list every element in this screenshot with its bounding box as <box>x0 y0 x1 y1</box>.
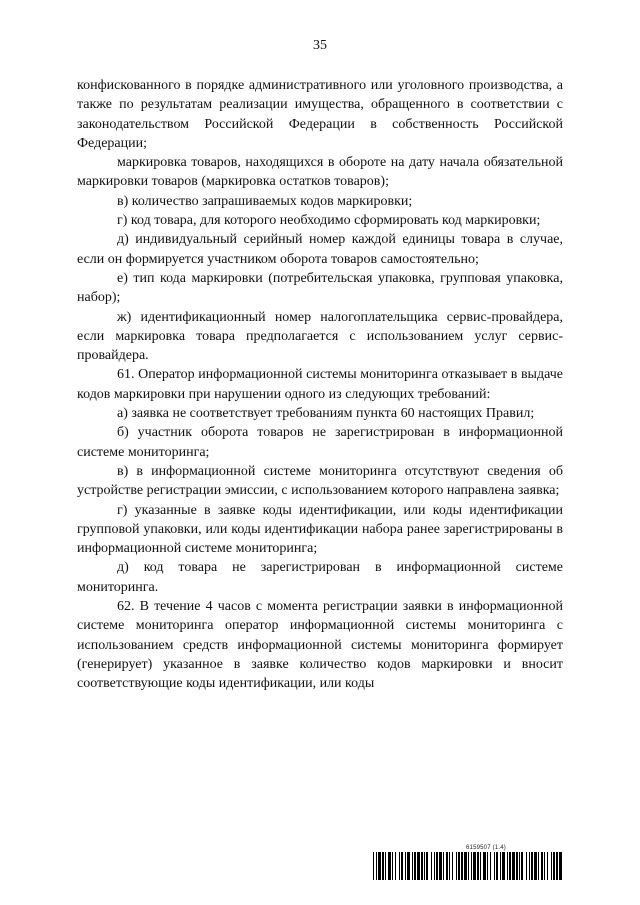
barcode-bar <box>407 852 410 880</box>
barcode-bar <box>385 852 386 880</box>
barcode-bar <box>434 852 435 880</box>
barcode-bar <box>452 852 453 880</box>
barcode-bar <box>487 852 488 880</box>
barcode-bar <box>431 852 432 880</box>
barcode-bar <box>531 852 533 880</box>
barcode-bar <box>473 852 476 880</box>
barcode-bar <box>502 852 505 880</box>
barcode-bar <box>534 852 537 880</box>
barcode-bar <box>414 852 416 880</box>
barcode-bar <box>382 852 384 880</box>
barcode-bar <box>446 852 448 880</box>
barcode-bar <box>464 852 467 880</box>
barcode-bar <box>395 852 396 880</box>
barcode-bar <box>436 852 438 880</box>
barcode-bar <box>426 852 428 880</box>
barcode-bar <box>507 852 508 880</box>
barcode-bar <box>471 852 472 880</box>
barcode-bar <box>547 852 548 880</box>
barcode-bar <box>412 852 413 880</box>
barcode-bar <box>516 852 518 880</box>
barcode-bar <box>439 852 442 880</box>
barcode-bar <box>399 852 400 880</box>
barcode-bar <box>538 852 539 880</box>
barcode-bar <box>417 852 420 880</box>
barcode-bar <box>401 852 403 880</box>
barcode-bar <box>500 852 501 880</box>
barcode-bar <box>480 852 481 880</box>
barcode-bar <box>461 852 463 880</box>
paragraph: 61. Оператор информационной системы мониторинга отказывает в выдаче кодов маркировки при нарушении одного из следующих требований: <box>77 367 563 402</box>
barcode-icon <box>373 852 563 880</box>
paragraph: д) индивидуальный серийный номер каждой единицы товара в случае, если он формируется участником оборота товаров самостоятельно; <box>77 232 563 267</box>
barcode-bar <box>512 852 515 880</box>
barcode-bar <box>544 852 545 880</box>
barcode-bar <box>405 852 406 880</box>
barcode-bar <box>553 852 555 880</box>
barcode-bar <box>456 852 457 880</box>
barcode-bar <box>443 852 444 880</box>
paragraph: ж) идентификационный номер налогоплательщика сервис-провайдера, если маркировка товара предполагается с использованием услуг сервис-провайдера. <box>77 309 563 364</box>
barcode-bar <box>468 852 469 880</box>
paragraph: г) код товара, для которого необходимо сформировать код маркировки; <box>117 213 541 229</box>
barcode-bar <box>392 852 393 880</box>
barcode-bar <box>509 852 511 880</box>
barcode-bar <box>483 852 486 880</box>
barcode-bar <box>529 852 530 880</box>
barcode-bar <box>541 852 543 880</box>
barcode-bar <box>494 852 495 880</box>
paragraph: в) количество запрашиваемых кодов маркировки; <box>117 193 413 209</box>
paragraph: а) заявка не соответствует требованиям пункта 60 настоящих Правил; <box>117 406 535 422</box>
document-body <box>77 76 563 694</box>
barcode-bar <box>559 852 562 880</box>
page-number: 35 <box>313 38 327 53</box>
barcode-bar <box>477 852 479 880</box>
barcode-bar <box>458 852 460 880</box>
paragraph: д) код товара не зарегистрирован в информационной системе мониторинга. <box>77 560 563 595</box>
barcode-bar <box>526 852 527 880</box>
paragraph: г) указанные в заявке коды идентификации, или коды идентификации групповой упаковки, или коды идентификации набора ранее зарегистрированы в информационной системе мониторинга; <box>77 502 563 557</box>
barcode-bar <box>424 852 425 880</box>
paragraph: б) участник оборота товаров не зарегистрирован в информационной системе мониторинга; <box>77 425 563 460</box>
paragraph: конфискованного в порядке административного или уголовного производства, а также по результатам реализации имущества, обращенного в соответствии с законодательством Российской Федерации в собственность Российской Федерации; <box>77 78 563 151</box>
barcode-bar <box>551 852 552 880</box>
barcode-bar <box>376 852 377 880</box>
barcode-bar <box>556 852 558 880</box>
barcode-bar <box>421 852 423 880</box>
barcode-bar <box>449 852 450 880</box>
barcode-bar <box>496 852 498 880</box>
paragraph: е) тип кода маркировки (потребительская упаковка, групповая упаковка, набор); <box>77 270 563 306</box>
barcode-bar <box>521 852 523 880</box>
paragraph: в) в информационной системе мониторинга отсутствуют сведения об устройстве регистрации эмиссии, с использованием которого направлена заявка; <box>77 463 563 499</box>
paragraph: маркировка товаров, находящихся в обороте на дату начала обязательной маркировки товаров (маркировка остатков товаров); <box>77 155 563 190</box>
paragraph: 62. В течение 4 часов с момента регистрации заявки в информационной системе мониторинга оператор информационной системы мониторинга с использованием средств информационной системы мониторинга формирует (генерирует) указанное в заявке количество кодов маркировки и вносит соответствующие коды идентификации, или коды <box>77 599 563 692</box>
barcode-bar <box>373 852 374 880</box>
document-code: 6159507 (1.4) <box>466 845 506 851</box>
barcode-bar <box>378 852 381 880</box>
barcode-bar <box>388 852 391 880</box>
barcode-bar <box>519 852 520 880</box>
barcode-bar <box>490 852 491 880</box>
